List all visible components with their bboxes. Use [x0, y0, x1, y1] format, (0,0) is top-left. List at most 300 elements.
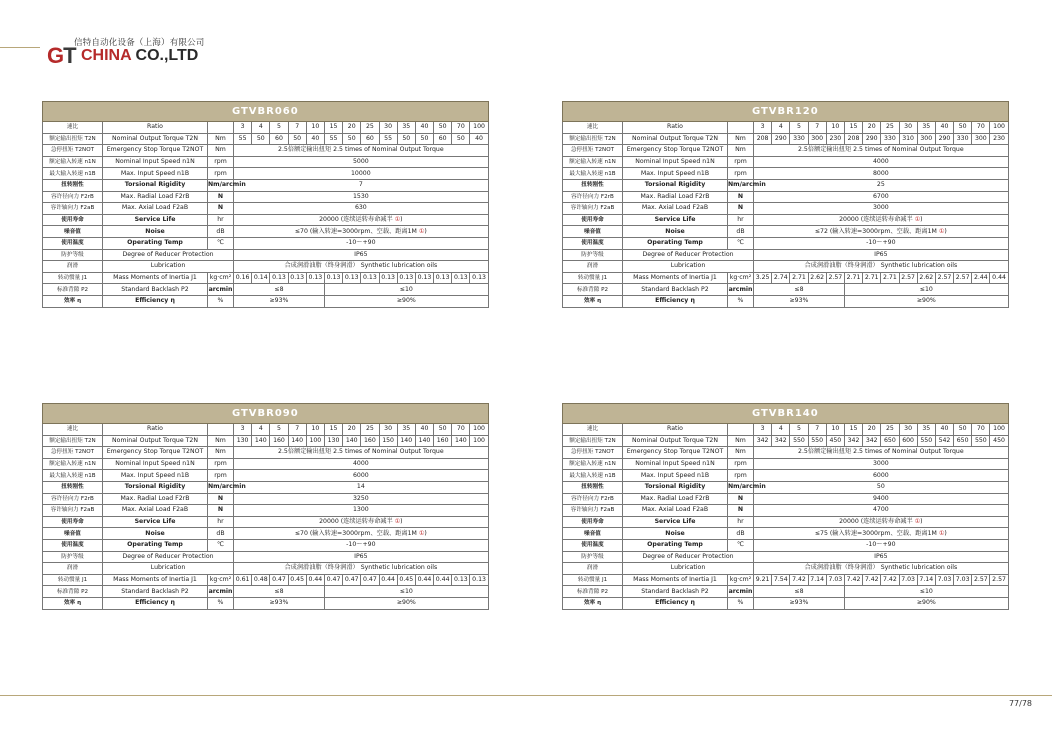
- table-row: [563, 424, 1009, 436]
- row-unit: hr: [728, 516, 754, 528]
- value-cell: 0.13: [452, 574, 470, 586]
- table-row: [563, 214, 1009, 226]
- row-unit: hr: [728, 214, 754, 226]
- value-cell: 0.14: [252, 272, 270, 284]
- row-label-cn: 额定输出扭矩 T2N: [43, 133, 103, 145]
- row-value: 合成润滑油脂（终身润滑） Synthetic lubrication oils: [234, 261, 489, 273]
- row-label-cn: 额定输出扭矩 T2N: [43, 435, 103, 447]
- logo-english-name: CHINA CO.,LTD: [81, 47, 199, 64]
- table-row: [43, 145, 489, 157]
- row-label-cn: 速比: [43, 122, 103, 134]
- row-label-en: Standard Backlash P2: [623, 586, 728, 598]
- ratio-cell: 70: [452, 122, 470, 134]
- table-row: [563, 447, 1009, 459]
- row-unit: N: [728, 191, 754, 203]
- row-label-en: Torsional Rigidity: [623, 481, 728, 493]
- value-high-ratio: ≤10: [844, 284, 1008, 296]
- value-cell: 0.47: [324, 574, 342, 586]
- value-cell: 7.42: [863, 574, 881, 586]
- value-cell: 290: [935, 133, 953, 145]
- row-label-en: Lubrication: [103, 563, 234, 575]
- row-label-en: Operating Temp: [623, 539, 728, 551]
- ratio-cell: 35: [917, 424, 935, 436]
- value-cell: 50: [397, 133, 415, 145]
- value-cell: 230: [826, 133, 844, 145]
- row-label-en: Noise: [623, 528, 728, 540]
- row-label-en: Standard Backlash P2: [103, 586, 208, 598]
- value-cell: 140: [252, 435, 270, 447]
- row-unit: N: [728, 505, 754, 517]
- row-unit: dB: [208, 528, 234, 540]
- row-unit: ℃: [728, 237, 754, 249]
- ratio-cell: 40: [415, 122, 433, 134]
- value-cell: 650: [881, 435, 899, 447]
- row-label-en: Mass Moments of Inertia J1: [103, 272, 208, 284]
- row-label-cn: 额定输出扭矩 T2N: [563, 133, 623, 145]
- value-cell: 50: [288, 133, 306, 145]
- row-label-en: Service Life: [103, 214, 208, 226]
- value-cell: 0.61: [234, 574, 252, 586]
- row-unit: kg·cm²: [728, 272, 754, 284]
- row-label-en: Max. Axial Load F2aB: [623, 505, 728, 517]
- row-label-en: Max. Input Speed n1B: [103, 470, 208, 482]
- row-unit: Nm/arcmin: [208, 179, 234, 191]
- row-label-en: Mass Moments of Inertia J1: [103, 574, 208, 586]
- value-cell: 330: [954, 133, 972, 145]
- row-label-cn: 速比: [43, 424, 103, 436]
- row-label-en: Max. Input Speed n1B: [623, 168, 728, 180]
- row-unit: %: [208, 597, 234, 609]
- top-rule: [0, 47, 40, 48]
- row-unit: arcmin: [208, 586, 234, 598]
- row-label-cn: 最大输入转速 n1B: [563, 168, 623, 180]
- table-row: [563, 179, 1009, 191]
- row-value: 7: [234, 179, 489, 191]
- row-unit: kg·cm²: [208, 574, 234, 586]
- table-row: [563, 481, 1009, 493]
- row-value: 6000: [234, 470, 489, 482]
- row-label-cn: 标准背隙 P2: [43, 284, 103, 296]
- table-row: [563, 261, 1009, 273]
- value-cell: 60: [434, 133, 452, 145]
- row-unit: arcmin: [728, 586, 754, 598]
- row-label-cn: 转动惯量 J1: [563, 272, 623, 284]
- row-unit: N: [208, 505, 234, 517]
- ratio-cell: 7: [808, 424, 826, 436]
- value-cell: 55: [234, 133, 252, 145]
- row-label-cn: 防护等级: [43, 551, 103, 563]
- value-cell: 450: [990, 435, 1008, 447]
- row-label-en: Efficiency η: [103, 597, 208, 609]
- row-unit: hr: [208, 214, 234, 226]
- row-label-en: Emergency Stop Torque T2NOT: [623, 145, 728, 157]
- row-label-cn: 扭转刚性: [563, 179, 623, 191]
- ratio-cell: 35: [917, 122, 935, 134]
- row-label-en: Max. Axial Load F2aB: [623, 203, 728, 215]
- value-cell: 2.74: [772, 272, 790, 284]
- row-unit: hr: [208, 516, 234, 528]
- row-label-cn: 转动惯量 J1: [43, 272, 103, 284]
- table-row: [43, 470, 489, 482]
- value-cell: 50: [343, 133, 361, 145]
- row-value: 合成润滑油脂（终身润滑） Synthetic lubrication oils: [754, 261, 1009, 273]
- row-label-en: Torsional Rigidity: [623, 179, 728, 191]
- value-cell: 60: [361, 133, 379, 145]
- row-label-cn: 润滑: [43, 563, 103, 575]
- table-row: [563, 122, 1009, 134]
- ratio-cell: 30: [899, 122, 917, 134]
- value-cell: 140: [452, 435, 470, 447]
- ratio-cell: 5: [270, 424, 288, 436]
- value-cell: 0.13: [288, 272, 306, 284]
- noise-value: ≤75 (输入转速=3000rpm、空载、距离1M ①): [754, 528, 1009, 540]
- row-label-en: Service Life: [623, 214, 728, 226]
- row-value: 5000: [234, 156, 489, 168]
- value-cell: 7.54: [772, 574, 790, 586]
- row-value: 合成润滑油脂（终身润滑） Synthetic lubrication oils: [754, 563, 1009, 575]
- row-unit: rpm: [728, 458, 754, 470]
- value-high-ratio: ≤10: [324, 586, 488, 598]
- row-label-en: Max. Axial Load F2aB: [103, 203, 208, 215]
- row-label-cn: 速比: [563, 122, 623, 134]
- life-value: 20000 (连续运转寿命减半 ①): [234, 516, 489, 528]
- row-value: IP65: [754, 249, 1009, 261]
- row-label-en: Ratio: [623, 122, 728, 134]
- row-label-cn: 急停扭矩 T2NOT: [563, 447, 623, 459]
- ratio-cell: 70: [972, 122, 990, 134]
- row-label-cn: 噪音值: [43, 528, 103, 540]
- value-cell: 330: [790, 133, 808, 145]
- value-cell: 2.71: [790, 272, 808, 284]
- row-unit: [728, 122, 754, 134]
- row-value: 6000: [754, 470, 1009, 482]
- row-label-en: Torsional Rigidity: [103, 179, 208, 191]
- row-unit: N: [208, 493, 234, 505]
- table-row: [43, 133, 489, 145]
- table-row: [43, 261, 489, 273]
- value-cell: 542: [935, 435, 953, 447]
- row-label-en: Ratio: [103, 424, 208, 436]
- value-cell: 0.13: [470, 574, 488, 586]
- row-unit: Nm: [208, 447, 234, 459]
- ratio-cell: 25: [361, 122, 379, 134]
- row-unit: rpm: [208, 156, 234, 168]
- table-row: [563, 203, 1009, 215]
- row-label-en: Degree of Reducer Protection: [623, 249, 754, 261]
- table-row: [563, 597, 1009, 609]
- value-low-ratio: ≤8: [234, 586, 325, 598]
- row-value: 9400: [754, 493, 1009, 505]
- row-label-en: Nominal Output Torque T2N: [623, 133, 728, 145]
- value-cell: 2.57: [899, 272, 917, 284]
- bottom-rule: [0, 695, 1052, 696]
- table-row: [43, 458, 489, 470]
- row-label-cn: 急停扭矩 T2NOT: [563, 145, 623, 157]
- ratio-cell: 50: [434, 424, 452, 436]
- row-unit: ℃: [208, 539, 234, 551]
- row-label-cn: 标准背隙 P2: [563, 284, 623, 296]
- value-cell: 342: [844, 435, 862, 447]
- row-label-en: Max. Axial Load F2aB: [103, 505, 208, 517]
- value-cell: 0.13: [415, 272, 433, 284]
- table-row: [563, 539, 1009, 551]
- value-low-ratio: ≥93%: [234, 295, 325, 307]
- row-label-en: Operating Temp: [103, 539, 208, 551]
- ratio-cell: 100: [990, 122, 1008, 134]
- row-value: 合成润滑油脂（终身润滑） Synthetic lubrication oils: [234, 563, 489, 575]
- row-unit: Nm: [728, 447, 754, 459]
- value-cell: 2.57: [826, 272, 844, 284]
- row-value: 14: [234, 481, 489, 493]
- row-unit: N: [728, 493, 754, 505]
- row-label-en: Max. Input Speed n1B: [623, 470, 728, 482]
- row-label-en: Nominal Input Speed n1N: [623, 156, 728, 168]
- value-high-ratio: ≥90%: [324, 295, 488, 307]
- value-cell: 0.47: [270, 574, 288, 586]
- table-row: [43, 597, 489, 609]
- table-row: [563, 237, 1009, 249]
- value-high-ratio: ≥90%: [844, 295, 1008, 307]
- value-high-ratio: ≥90%: [844, 597, 1008, 609]
- ratio-cell: 15: [324, 424, 342, 436]
- row-label-cn: 速比: [563, 424, 623, 436]
- ratio-cell: 4: [252, 122, 270, 134]
- row-unit: Nm/arcmin: [728, 179, 754, 191]
- ratio-cell: 30: [899, 424, 917, 436]
- spec-table-gtvbr120: [562, 101, 1009, 308]
- ratio-cell: 40: [415, 424, 433, 436]
- row-label-cn: 额定输入转速 n1N: [43, 458, 103, 470]
- ratio-cell: 10: [826, 122, 844, 134]
- spec-table-gtvbr140: [562, 403, 1009, 610]
- row-label-cn: 扭转刚性: [43, 179, 103, 191]
- ratio-cell: 20: [863, 122, 881, 134]
- table-row: [43, 447, 489, 459]
- row-label-en: Operating Temp: [623, 237, 728, 249]
- row-unit: %: [728, 597, 754, 609]
- ratio-cell: 50: [434, 122, 452, 134]
- row-label-en: Noise: [103, 226, 208, 238]
- table-row: [563, 563, 1009, 575]
- row-unit: N: [728, 203, 754, 215]
- life-value: 20000 (连续运转寿命减半 ①): [754, 214, 1009, 226]
- ratio-cell: 3: [754, 122, 772, 134]
- value-cell: 7.03: [954, 574, 972, 586]
- table-title: GTVBR090: [43, 404, 489, 424]
- value-cell: 160: [270, 435, 288, 447]
- value-cell: 55: [379, 133, 397, 145]
- row-label-cn: 效率 η: [563, 597, 623, 609]
- row-label-en: Noise: [623, 226, 728, 238]
- row-value: -10～+90: [754, 237, 1009, 249]
- ratio-cell: 15: [844, 122, 862, 134]
- ratio-cell: 40: [935, 424, 953, 436]
- row-value: 3000: [754, 203, 1009, 215]
- row-label-cn: 容许径向力 F2rB: [563, 493, 623, 505]
- value-cell: 208: [844, 133, 862, 145]
- row-label-en: Ratio: [103, 122, 208, 134]
- table-row: [43, 435, 489, 447]
- row-label-en: Efficiency η: [623, 597, 728, 609]
- value-cell: 2.71: [881, 272, 899, 284]
- table-row: [563, 249, 1009, 261]
- value-cell: 310: [899, 133, 917, 145]
- row-label-cn: 扭转刚性: [43, 481, 103, 493]
- table-row: [43, 249, 489, 261]
- row-label-cn: 容许轴向力 F2aB: [563, 203, 623, 215]
- row-label-cn: 使用温度: [563, 539, 623, 551]
- value-cell: 650: [954, 435, 972, 447]
- table-row: [563, 191, 1009, 203]
- value-cell: 140: [397, 435, 415, 447]
- ratio-cell: 10: [826, 424, 844, 436]
- table-row: [563, 133, 1009, 145]
- table-row: [43, 493, 489, 505]
- row-label-cn: 使用温度: [43, 539, 103, 551]
- row-unit: rpm: [208, 470, 234, 482]
- row-label-cn: 转动惯量 J1: [563, 574, 623, 586]
- table-row: [43, 226, 489, 238]
- value-cell: 0.13: [470, 272, 488, 284]
- value-cell: 2.62: [917, 272, 935, 284]
- row-unit: [208, 424, 234, 436]
- row-label-en: Lubrication: [623, 261, 754, 273]
- value-cell: 7.03: [935, 574, 953, 586]
- value-cell: 342: [863, 435, 881, 447]
- value-cell: 0.44: [990, 272, 1008, 284]
- table-row: [563, 551, 1009, 563]
- table-row: [563, 458, 1009, 470]
- value-cell: 2.57: [954, 272, 972, 284]
- value-cell: 0.44: [415, 574, 433, 586]
- row-value: 1300: [234, 505, 489, 517]
- row-label-cn: 使用温度: [43, 237, 103, 249]
- row-label-cn: 容许径向力 F2rB: [563, 191, 623, 203]
- row-label-cn: 噪音值: [563, 528, 623, 540]
- row-label-en: Operating Temp: [103, 237, 208, 249]
- ratio-cell: 35: [397, 122, 415, 134]
- value-cell: 0.44: [434, 574, 452, 586]
- row-label-en: Degree of Reducer Protection: [103, 551, 234, 563]
- ratio-cell: 25: [881, 424, 899, 436]
- value-cell: 9.21: [754, 574, 772, 586]
- ratio-cell: 15: [844, 424, 862, 436]
- ratio-cell: 10: [306, 424, 324, 436]
- value-cell: 7.03: [826, 574, 844, 586]
- row-value: IP65: [234, 249, 489, 261]
- value-cell: 2.71: [863, 272, 881, 284]
- table-row: [43, 574, 489, 586]
- value-cell: 160: [361, 435, 379, 447]
- table-row: [43, 237, 489, 249]
- row-label-en: Nominal Output Torque T2N: [103, 133, 208, 145]
- value-cell: 130: [324, 435, 342, 447]
- value-cell: 300: [808, 133, 826, 145]
- table-row: [43, 295, 489, 307]
- value-cell: 7.42: [844, 574, 862, 586]
- company-logo: [47, 36, 237, 68]
- row-label-cn: 防护等级: [563, 551, 623, 563]
- row-label-cn: 润滑: [563, 261, 623, 273]
- row-unit: dB: [728, 226, 754, 238]
- row-unit: ℃: [728, 539, 754, 551]
- row-label-en: Max. Radial Load F2rB: [623, 191, 728, 203]
- value-cell: 0.13: [270, 272, 288, 284]
- row-label-cn: 转动惯量 J1: [43, 574, 103, 586]
- ratio-cell: 70: [972, 424, 990, 436]
- row-value: 6700: [754, 191, 1009, 203]
- spec-table-gtvbr060: [42, 101, 489, 308]
- table-row: [563, 516, 1009, 528]
- value-cell: 55: [324, 133, 342, 145]
- row-unit: rpm: [728, 156, 754, 168]
- row-label-en: Nominal Input Speed n1N: [103, 156, 208, 168]
- row-label-cn: 额定输入转速 n1N: [563, 156, 623, 168]
- ratio-cell: 10: [306, 122, 324, 134]
- table-row: [563, 156, 1009, 168]
- value-cell: 2.57: [935, 272, 953, 284]
- row-value: -10～+90: [234, 237, 489, 249]
- row-label-cn: 标准背隙 P2: [563, 586, 623, 598]
- row-label-en: Mass Moments of Inertia J1: [623, 574, 728, 586]
- table-row: [43, 168, 489, 180]
- table-row: [43, 214, 489, 226]
- row-label-cn: 标准背隙 P2: [43, 586, 103, 598]
- table-row: [43, 179, 489, 191]
- table-row: [43, 424, 489, 436]
- row-value: 8000: [754, 168, 1009, 180]
- value-cell: 100: [470, 435, 488, 447]
- value-cell: 40: [306, 133, 324, 145]
- ratio-cell: 100: [990, 424, 1008, 436]
- table-row: [43, 156, 489, 168]
- row-value: 10000: [234, 168, 489, 180]
- row-value: 2.5倍额定输出扭矩 2.5 times of Nominal Output Torque: [754, 447, 1009, 459]
- value-cell: 160: [434, 435, 452, 447]
- value-cell: 550: [808, 435, 826, 447]
- value-cell: 0.13: [379, 272, 397, 284]
- ratio-cell: 20: [863, 424, 881, 436]
- logo-chinese-name: 信特自动化设备（上海）有限公司: [74, 38, 205, 48]
- value-cell: 342: [772, 435, 790, 447]
- ratio-cell: 30: [379, 424, 397, 436]
- row-label-cn: 额定输出扭矩 T2N: [563, 435, 623, 447]
- row-value: IP65: [234, 551, 489, 563]
- value-cell: 0.13: [397, 272, 415, 284]
- row-label-cn: 最大输入转速 n1B: [563, 470, 623, 482]
- value-cell: 550: [917, 435, 935, 447]
- row-label-cn: 急停扭矩 T2NOT: [43, 145, 103, 157]
- row-unit: Nm: [208, 145, 234, 157]
- value-cell: 0.45: [288, 574, 306, 586]
- row-label-en: Lubrication: [103, 261, 234, 273]
- value-cell: 40: [470, 133, 488, 145]
- row-label-en: Max. Radial Load F2rB: [103, 191, 208, 203]
- table-row: [43, 516, 489, 528]
- row-label-en: Lubrication: [623, 563, 754, 575]
- row-label-en: Emergency Stop Torque T2NOT: [103, 447, 208, 459]
- value-cell: 0.44: [379, 574, 397, 586]
- table-row: [43, 563, 489, 575]
- ratio-cell: 3: [754, 424, 772, 436]
- table-row: [43, 528, 489, 540]
- value-cell: 0.13: [434, 272, 452, 284]
- table-row: [563, 295, 1009, 307]
- table-row: [563, 272, 1009, 284]
- row-value: 630: [234, 203, 489, 215]
- spec-table-gtvbr090: [42, 403, 489, 610]
- row-value: 3250: [234, 493, 489, 505]
